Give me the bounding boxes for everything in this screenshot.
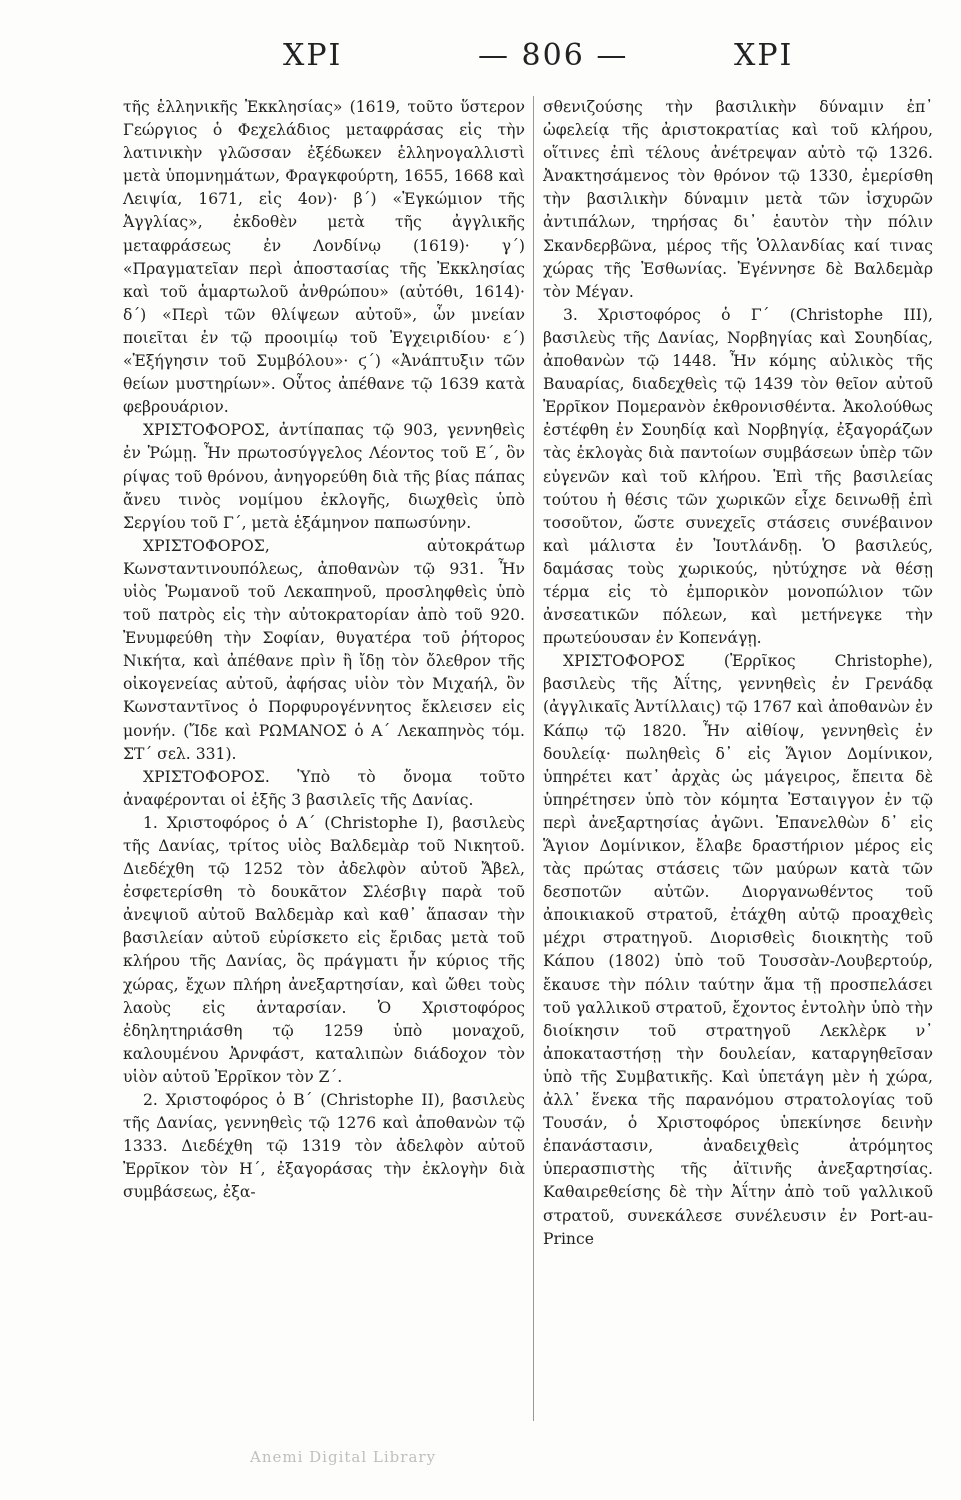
left-column: [123, 96, 525, 1205]
paragraph: 3. Χριστοφόρος ὁ Γ΄ (Christophe III), βασιλεὺς τῆς Δανίας, Νορβηγίας καὶ Σουηδίας, ἀποθανὼν τῷ 1448. Ἦν κόμης αὐλικὸς τῆς Βαυαρίας, διαδεχθεὶς τῷ 1439 τὸν θεῖον αὐτοῦ Ἐρρῖκον Πομερανὸν ἐκθρονισθέντα. Ἀκολούθως ἐστέφθη ἐν Σουηδίᾳ καὶ Νορβηγίᾳ, ἐξαγοράζων τὰς ἐκλογὰς διὰ παντοίων συμβάσεων ὑπὲρ τῶν εὐγενῶν καὶ τοῦ κλήρου. Ἐπὶ τῆς βασιλείας τούτου ἡ θέσις τῶν χωρικῶν εἶχε δεινωθῇ ἐπὶ τοσοῦτον, ὥστε συνεχεῖς στάσεις συνέβαινον καὶ μάλιστα ἐν Ἰουτλάνδῃ. Ὁ βασιλεύς, δαμάσας τοὺς χωρικούς, ηὐτύχησε νὰ θέσῃ τέρμα εἰς τὸ ἐμπορικὸν μονοπώλιον τῶν ἀνσεατικῶν πόλεων, καὶ μετήνεγκε τὴν πρωτεύουσαν ἐν Κοπενάγῃ.: [543, 305, 933, 648]
paragraph: 1. Χριστοφόρος ὁ Α΄ (Christophe I), βασιλεὺς τῆς Δανίας, τρίτος υἱὸς Βαλδεμὰρ τοῦ Νικητοῦ. Διεδέχθη τῷ 1252 τὸν ἀδελφὸν αὐτοῦ Ἄβελ, ἐσφετερίσθη τὸ δουκᾶτον Σλέσβιγ παρὰ τοῦ ἀνεψιοῦ αὐτοῦ Βαλδεμὰρ καὶ καθ᾽ ἅπασαν τὴν βασιλείαν αὐτοῦ εὑρίσκετο εἰς ἔριδας μετὰ τοῦ κλήρου τῆς Δανίας, ὃς πράγματι ἦν κύριος τῆς χώρας, ἔχων πλήρη ἀνεξαρτησίαν, καὶ ὤθει τοὺς λαοὺς εἰς ἀνταρσίαν. Ὁ Χριστοφόρος ἐδηλητηριάσθη τῷ 1259 ὑπὸ μοναχοῦ, καλουμένου Ἀρνφάστ, καταλιπὼν διάδοχον τὸν υἱὸν αὐτοῦ Ἐρρῖκον τὸν Ζ΄.: [123, 813, 525, 1086]
header-right: ΧΡΙ: [734, 38, 794, 73]
column-divider: [533, 96, 534, 1421]
paragraph: ΧΡΙΣΤΟΦΟΡΟΣ (Ἐρρῖκος Christophe), βασιλεὺς τῆς Ἀΐτης, γεννηθεὶς ἐν Γρενάδᾳ (ἀγγλικαῖς Ἀντίλλαις) τῷ 1767 καὶ ἀποθανὼν ἐν Κάπῳ τῷ 1820. Ἦν αἰθίοψ, γεννηθεὶς ἐν δουλείᾳ· πωληθεὶς δ᾽ εἰς Ἅγιον Δομίνικον, ὑπηρέτει κατ᾽ ἀρχὰς ὡς μάγειρος, ἔπειτα δὲ ὑπηρέτησεν ὑπὸ τὸν κόμητα Ἐσταιγγον ἐν τῷ περὶ ἀνεξαρτησίας ἀγῶνι. Ἐπανελθὼν δ᾽ εἰς Ἅγιον Δομίνικον, ἔλαβε δραστήριον μέρος εἰς τὰς πρώτας στάσεις τῶν μαύρων κατὰ τῶν δεσποτῶν αὐτῶν. Διοργανωθέντος τοῦ ἀποικιακοῦ στρατοῦ, ἐτάχθη αὐτῷ προαχθεὶς μέχρι στρατηγοῦ. Διορισθεὶς διοικητὴς τοῦ Κάπου (1802) ὑπὸ τοῦ Τουσσὰν-Λουβερτούρ, ἔκαυσε τὴν πόλιν ταύτην ἅμα τῇ προσπελάσει τοῦ γαλλικοῦ στρατοῦ, ἔχοντος ἐντολὴν ὑπὸ τὴν διοίκησιν τοῦ στρατηγοῦ Λεκλὲρκ ν᾽ ἀποκαταστήσῃ τὴν δουλείαν, καταργηθεῖσαν ὑπὸ τῆς Συμβατικῆς. Καὶ ὑπετάγη μὲν ἡ χώρα, ἀλλ᾽ ἕνεκα τῆς παρανόμου στρατολογίας τοῦ Τουσάν, ὁ Χριστοφόρος ὑπεκίνησε δεινὴν ἐπανάστασιν, ἀναδειχθεὶς ἀτρόμητος ὑπερασπιστὴς τῆς ἀϊτινῆς ἀνεξαρτησίας. Καθαιρεθείσης δὲ τὴν Ἀΐτην ἀπὸ τοῦ γαλλικοῦ στρατοῦ, συνεκάλεσε συνέλευσιν ἐν Port-au-Prince: [543, 652, 933, 1248]
paragraph: ΧΡΙΣΤΟΦΟΡΟΣ. Ὑπὸ τὸ ὄνομα τοῦτο ἀναφέρονται οἱ ἑξῆς 3 βασιλεῖς τῆς Δανίας.: [123, 767, 525, 809]
paragraph: σθενιζούσης τὴν βασιλικὴν δύναμιν ἐπ᾽ ὠφελείᾳ τῆς ἀριστοκρατίας καὶ τοῦ κλήρου, οἵτινες ἐπὶ τέλους ἀνέτρεψαν αὐτὸ τῷ 1326. Ἀνακτησάμενος τὸν θρόνον τῷ 1330, ἐμερίσθη τὴν βασιλικὴν δύναμιν μετὰ τῶν ἰσχυρῶν ἀντιπάλων, τηρήσας δι᾽ ἑαυτὸν τὴν πόλιν Σκανδερβῶνα, μέρος τῆς Ὁλλανδίας καί τινας χώρας τῆς Ἐσθωνίας. Ἐγέννησε δὲ Βαλδεμὰρ τὸν Μέγαν.: [543, 98, 933, 301]
header-left: ΧΡΙ: [283, 38, 343, 73]
watermark: Anemi Digital Library: [250, 1448, 437, 1466]
paragraph: 2. Χριστοφόρος ὁ Β΄ (Christophe II), βασιλεὺς τῆς Δανίας, γεννηθεὶς τῷ 1276 καὶ ἀποθανὼν τῷ 1333. Διεδέχθη τῷ 1319 τὸν ἀδελφὸν αὐτοῦ Ἐρρῖκον τὸν Η΄, ἐξαγοράσας τὴν ἐκλογὴν διὰ συμβάσεως, ἐξα-: [123, 1091, 525, 1202]
right-column: [543, 96, 933, 1251]
running-header: [0, 38, 961, 78]
page-number: — 806 —: [478, 38, 629, 73]
paragraph: τῆς ἑλληνικῆς Ἐκκλησίας» (1619, τοῦτο ὕστερον Γεώργιος ὁ Φεχελάδιος μεταφράσας εἰς τὴν λατινικὴν γλῶσσαν ἐξέδωκεν ἑλληνογαλλιστὶ μετὰ ὑπομνημάτων, Φραγκφούρτη, 1655, 1668 καὶ Λειψία, 1671, εἰς 4ον)· β΄) «Ἐγκώμιον τῆς Ἀγγλίας», ἐκδοθὲν μετὰ τῆς ἀγγλικῆς μεταφράσεως ἐν Λονδίνῳ (1619)· γ΄) «Πραγματεῖαν περὶ ἀποστασίας τῆς Ἐκκλησίας καὶ τοῦ ἁμαρτωλοῦ ἀνθρώπου» (αὐτόθι, 1614)· δ΄) «Περὶ τῶν θλίψεων αὐτοῦ», ὧν μνείαν ποιεῖται ἐν τῷ προοιμίῳ τοῦ Ἐγχειριδίου· ε΄) «Ἐξήγησιν τοῦ Συμβόλου»· ϛ΄) «Ἀνάπτυξιν τῶν θείων μυστηρίων». Οὗτος ἀπέθανε τῷ 1639 κατὰ φεβρουάριον.: [123, 98, 525, 417]
paragraph: ΧΡΙΣΤΟΦΟΡΟΣ, αὐτοκράτωρ Κωνσταντινουπόλεως, ἀποθανὼν τῷ 931. Ἦν υἱὸς Ῥωμανοῦ τοῦ Λεκαπηνοῦ, προσληφθεὶς ὑπὸ τοῦ πατρὸς εἰς τὴν αὐτοκρατορίαν ἀπὸ τοῦ 920. Ἐνυμφεύθη τὴν Σοφίαν, θυγατέρα τοῦ ῥήτορος Νικήτα, καὶ ἀπέθανε πρὶν ἢ ἴδῃ τὸν ὄλεθρον τῆς οἰκογενείας αὐτοῦ, ἀφήσας υἱὸν τὸν Μιχαήλ, ὃν Κωνσταντῖνος ὁ Πορφυρογέννητος ἔκλεισεν εἰς μονήν. (Ἴδε καὶ ΡΩΜΑΝΟΣ ὁ Α΄ Λεκαπηνὸς τόμ. ΣΤ΄ σελ. 331).: [123, 536, 525, 763]
paragraph: ΧΡΙΣΤΟΦΟΡΟΣ, ἀντίπαπας τῷ 903, γεννηθεὶς ἐν Ῥώμῃ. Ἦν πρωτοσύγγελος Λέοντος τοῦ Ε΄, ὃν ρίψας τοῦ θρόνου, ἀνηγορεύθη διὰ τῆς βίας πάπας ἄνευ τινὸς νομίμου ἐκλογῆς, διωχθεὶς ὑπὸ Σεργίου τοῦ Γ΄, μετὰ ἑξάμηνον παπωσύνην.: [123, 421, 525, 532]
